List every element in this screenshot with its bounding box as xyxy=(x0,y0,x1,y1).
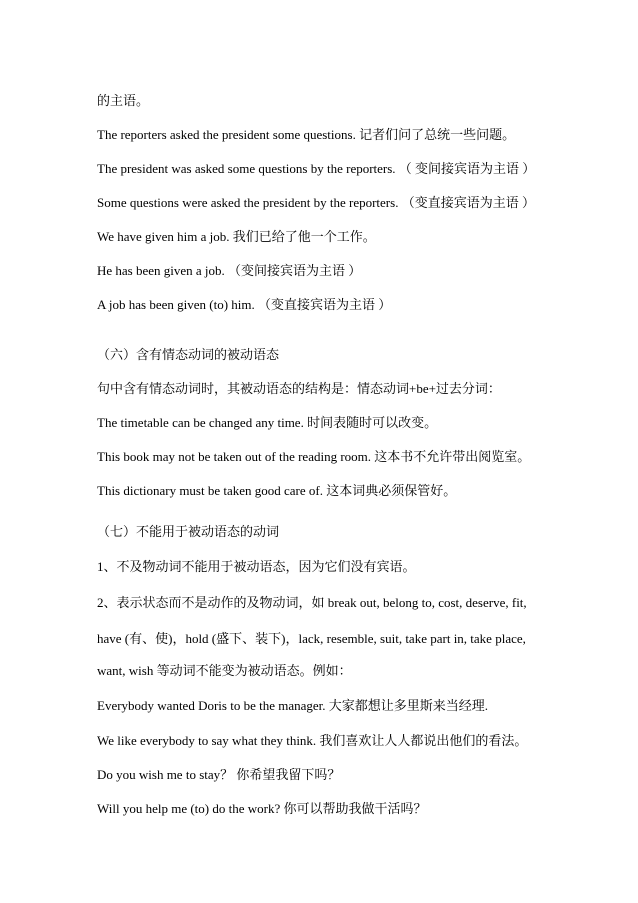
example-sentence: Everybody wanted Doris to be the manager. 大家都想让多里斯来当经理. xyxy=(97,698,489,713)
section-heading-seven: （七）不能用于被动语态的动词 xyxy=(97,524,280,539)
example-sentence: Some questions were asked the president by the reporters. （变直接宾语为主语 ） xyxy=(97,195,535,210)
example-sentence: The timetable can be changed any time. 时间表随时可以改变。 xyxy=(97,415,438,430)
example-sentence: Will you help me (to) do the work? 你可以帮助我做干活吗？ xyxy=(97,801,427,816)
rule-description: 句中含有情态动词时，其被动语态的结构是：情态动词+be+过去分词： xyxy=(97,381,501,396)
example-sentence: We have given him a job. 我们已给了他一个工作。 xyxy=(97,229,376,244)
example-sentence: The president was asked some questions by the reporters. （ 变间接宾语为主语 ） xyxy=(97,161,536,176)
example-sentence: A job has been given (to) him. （变直接宾语为主语 ） xyxy=(97,297,392,312)
example-sentence: He has been given a job. （变间接宾语为主语 ） xyxy=(97,263,362,278)
example-sentence: Do you wish me to stay？ 你希望我留下吗？ xyxy=(97,767,341,782)
rule-item-1: 1、不及物动词不能用于被动语态，因为它们没有宾语。 xyxy=(97,559,416,574)
rule-item-2-continued: want, wish 等动词不能变为被动语态。例如： xyxy=(97,663,352,678)
example-sentence: The reporters asked the president some questions. 记者们问了总统一些问题。 xyxy=(97,127,516,142)
rule-item-2-continued: have (有、使)，hold (盛下、装下)，lack, resemble, suit, take part in, take place, xyxy=(97,631,526,646)
example-sentence: We like everybody to say what they think. 我们喜欢让人人都说出他们的看法。 xyxy=(97,733,528,748)
example-sentence: This dictionary must be taken good care of. 这本词典必须保管好。 xyxy=(97,483,457,498)
section-heading-six: （六）含有情态动词的被动语态 xyxy=(97,347,280,362)
rule-item-2: 2、表示状态而不是动作的及物动词，如 break out, belong to, cost, deserve, fit, xyxy=(97,595,527,610)
text-line-subject-end: 的主语。 xyxy=(97,93,150,108)
example-sentence: This book may not be taken out of the reading room. 这本书不允许带出阅览室。 xyxy=(97,449,531,464)
